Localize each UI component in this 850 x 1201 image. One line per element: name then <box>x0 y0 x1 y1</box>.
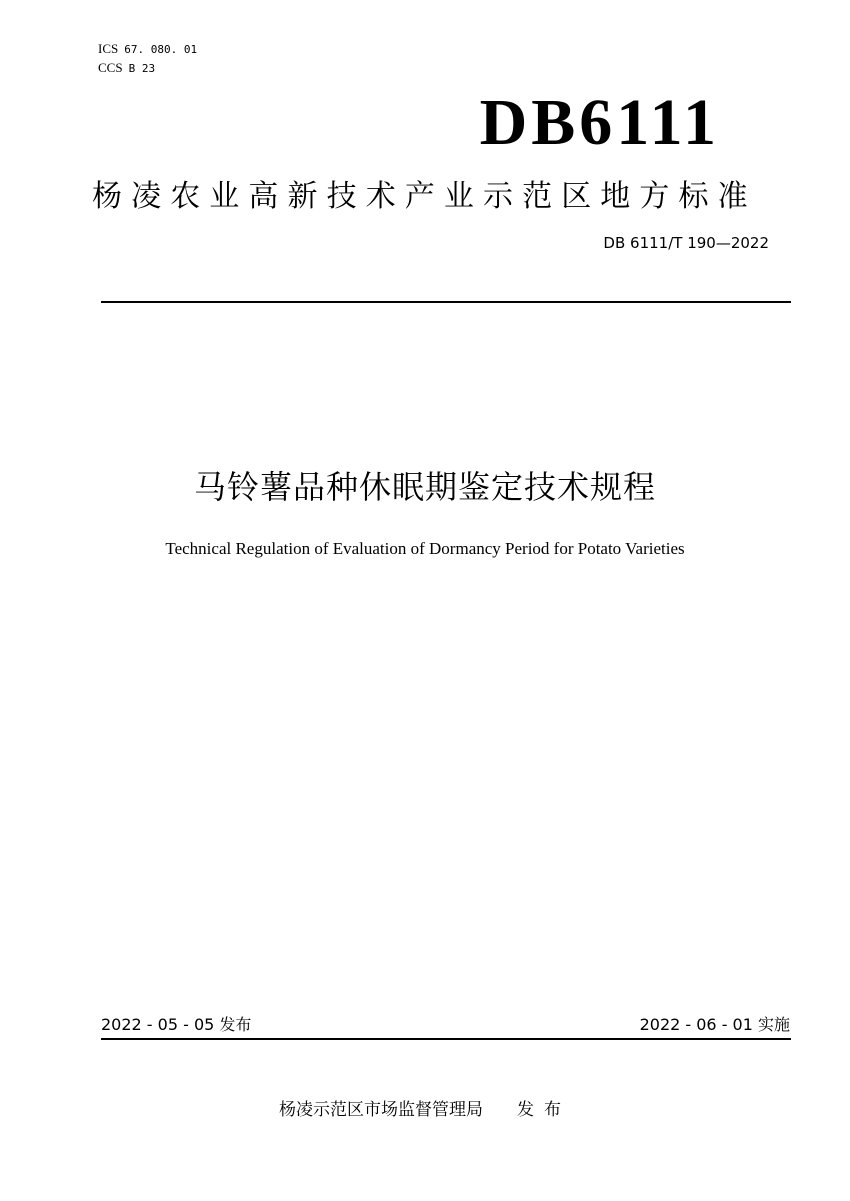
ics-value: 67. 080. 01 <box>124 43 198 56</box>
issuing-body <box>0 1098 850 1122</box>
issuer-title: 杨凌农业高新技术产业示范区地方标准 <box>92 179 757 214</box>
bottom-divider <box>101 1038 791 1040</box>
ics-code <box>98 40 197 59</box>
ccs-label: CCS <box>98 60 123 75</box>
document-title-cn: 马铃薯品种休眠期鉴定技术规程 <box>193 468 656 506</box>
issuing-action: 发布 <box>517 1100 571 1120</box>
classification-codes <box>98 40 197 78</box>
ccs-value: B 23 <box>128 62 156 75</box>
document-number: DB 6111/T 190—2022 <box>603 234 769 252</box>
ics-label: ICS <box>98 41 119 56</box>
issue-date: 2022 - 05 - 05 发布 <box>101 1015 252 1034</box>
ccs-code <box>98 59 197 78</box>
top-divider <box>101 301 791 303</box>
standard-code: DB6111 <box>479 86 720 159</box>
effective-date: 2022 - 06 - 01 实施 <box>639 1015 790 1034</box>
issuing-organization: 杨凌示范区市场监督管理局 <box>279 1100 483 1120</box>
document-title-en: Technical Regulation of Evaluation of Dormancy Period for Potato Varieties <box>165 539 685 558</box>
